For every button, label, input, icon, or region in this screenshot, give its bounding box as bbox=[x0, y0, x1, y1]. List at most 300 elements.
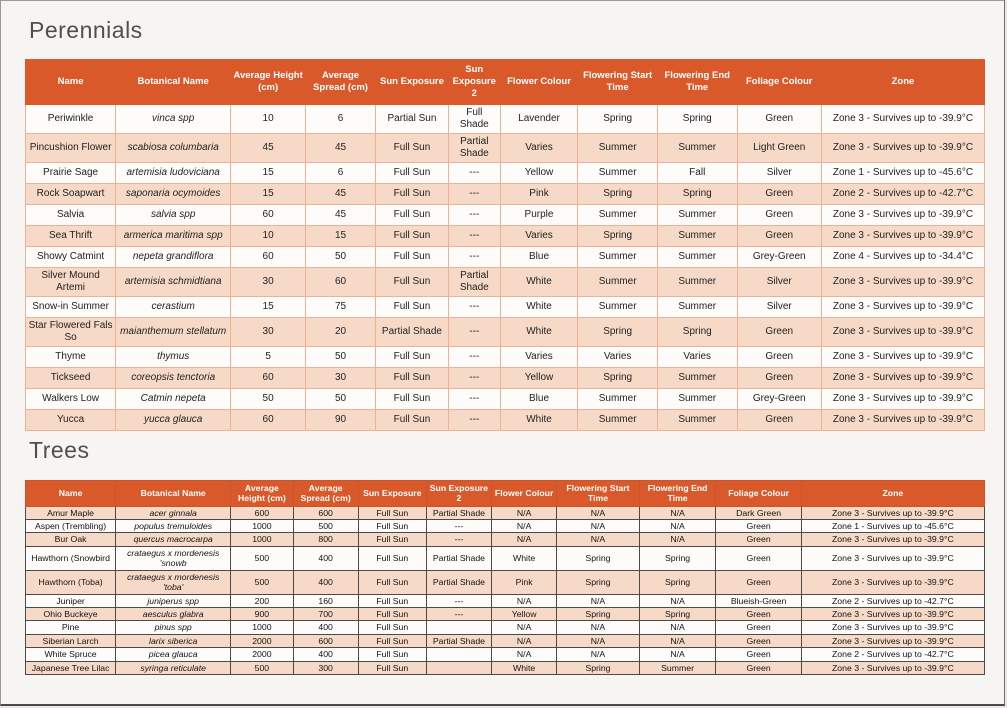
table-cell: Summer bbox=[578, 162, 658, 183]
column-header: Botanical Name bbox=[116, 60, 231, 105]
table-cell: --- bbox=[448, 246, 500, 267]
table-cell: Varies bbox=[578, 346, 658, 367]
table-cell: --- bbox=[448, 409, 500, 430]
table-cell: Blueish-Green bbox=[716, 594, 801, 607]
table-cell: Green bbox=[737, 346, 821, 367]
table-cell: 10 bbox=[231, 225, 306, 246]
table-cell: Catmin nepeta bbox=[116, 388, 231, 409]
table-cell: Green bbox=[716, 621, 801, 634]
table-row bbox=[26, 506, 985, 519]
table-cell: Spring bbox=[657, 104, 737, 133]
table-cell: 2000 bbox=[231, 648, 293, 661]
table-cell bbox=[426, 661, 491, 674]
table-cell: White bbox=[500, 267, 578, 296]
table-cell: Full Sun bbox=[358, 506, 426, 519]
table-cell: Zone 3 - Survives up to -39.9°C bbox=[801, 506, 984, 519]
table-cell: Green bbox=[737, 183, 821, 204]
table-cell: Spring bbox=[557, 661, 639, 674]
table-cell: 5 bbox=[231, 346, 306, 367]
table-cell: 500 bbox=[231, 546, 293, 570]
table-cell: nepeta grandiflora bbox=[116, 246, 231, 267]
column-header: Sun Exposure 2 bbox=[448, 60, 500, 105]
table-cell: Spring bbox=[557, 608, 639, 621]
plant-name-cell: Hawthorn (Snowbird bbox=[26, 546, 116, 570]
table-cell: Green bbox=[737, 409, 821, 430]
table-cell: 15 bbox=[231, 162, 306, 183]
table-row bbox=[26, 533, 985, 546]
table-cell: Summer bbox=[578, 296, 658, 317]
table-cell: Full Sun bbox=[376, 183, 449, 204]
table-cell: Summer bbox=[578, 388, 658, 409]
table-cell: 700 bbox=[293, 608, 358, 621]
column-header: Flowering End Time bbox=[657, 60, 737, 105]
table-cell: 1000 bbox=[231, 621, 293, 634]
table-cell: Varies bbox=[657, 346, 737, 367]
table-row bbox=[26, 608, 985, 621]
table-cell: --- bbox=[448, 204, 500, 225]
table-cell: 60 bbox=[231, 204, 306, 225]
table-cell: Yellow bbox=[492, 608, 557, 621]
table-cell: White bbox=[500, 409, 578, 430]
table-cell: N/A bbox=[557, 621, 639, 634]
column-header: Name bbox=[26, 60, 116, 105]
plant-name-cell: Sea Thrift bbox=[26, 225, 116, 246]
table-cell: Partial Shade bbox=[426, 546, 491, 570]
table-cell: 300 bbox=[293, 661, 358, 674]
table-cell: --- bbox=[426, 608, 491, 621]
table-cell: Summer bbox=[657, 204, 737, 225]
table-cell: 600 bbox=[293, 506, 358, 519]
table-cell: N/A bbox=[492, 648, 557, 661]
table-cell: N/A bbox=[492, 506, 557, 519]
table-cell: Pink bbox=[492, 570, 557, 594]
plant-name-cell: Salvia bbox=[26, 204, 116, 225]
table-cell: Zone 3 - Survives up to -39.9°C bbox=[821, 296, 984, 317]
column-header: Name bbox=[26, 480, 116, 506]
table-cell: Zone 3 - Survives up to -39.9°C bbox=[801, 608, 984, 621]
table-cell: Summer bbox=[578, 133, 658, 162]
table-cell: Zone 3 - Survives up to -39.9°C bbox=[801, 634, 984, 647]
table-cell: 15 bbox=[231, 183, 306, 204]
table-cell: Silver bbox=[737, 162, 821, 183]
table-cell: Varies bbox=[500, 133, 578, 162]
table-cell: N/A bbox=[557, 594, 639, 607]
table-cell bbox=[426, 621, 491, 634]
table-cell: Full Sun bbox=[376, 246, 449, 267]
table-cell: Zone 3 - Survives up to -39.9°C bbox=[801, 533, 984, 546]
table-row bbox=[26, 204, 985, 225]
table-cell: Silver bbox=[737, 296, 821, 317]
table-cell: 50 bbox=[306, 388, 376, 409]
table-cell: Dark Green bbox=[716, 506, 801, 519]
plant-name-cell: Japanese Tree Lilac bbox=[26, 661, 116, 674]
column-header: Flowering Start Time bbox=[578, 60, 658, 105]
table-cell: --- bbox=[448, 183, 500, 204]
perennials-table bbox=[25, 59, 985, 431]
column-header: Average Height (cm) bbox=[231, 480, 293, 506]
table-cell: artemisia ludoviciana bbox=[116, 162, 231, 183]
table-row bbox=[26, 183, 985, 204]
table-cell: 45 bbox=[306, 204, 376, 225]
table-cell: N/A bbox=[492, 594, 557, 607]
table-cell: 60 bbox=[231, 409, 306, 430]
table-row bbox=[26, 162, 985, 183]
column-header: Average Spread (cm) bbox=[293, 480, 358, 506]
plant-name-cell: Tickseed bbox=[26, 367, 116, 388]
table-cell: Zone 3 - Survives up to -39.9°C bbox=[821, 104, 984, 133]
table-cell: Yellow bbox=[500, 162, 578, 183]
table-cell: picea glauca bbox=[116, 648, 231, 661]
plant-name-cell: Yucca bbox=[26, 409, 116, 430]
table-cell bbox=[426, 648, 491, 661]
table-cell: 20 bbox=[306, 317, 376, 346]
table-cell: Blue bbox=[500, 388, 578, 409]
table-cell: Zone 3 - Survives up to -39.9°C bbox=[821, 267, 984, 296]
plant-name-cell: Pine bbox=[26, 621, 116, 634]
table-cell: Spring bbox=[578, 183, 658, 204]
table-cell: Spring bbox=[657, 317, 737, 346]
table-cell: Full Sun bbox=[358, 533, 426, 546]
table-cell: Zone 3 - Survives up to -39.9°C bbox=[821, 225, 984, 246]
table-cell: 15 bbox=[231, 296, 306, 317]
table-cell: Summer bbox=[578, 246, 658, 267]
table-cell: salvia spp bbox=[116, 204, 231, 225]
table-cell: Zone 3 - Survives up to -39.9°C bbox=[801, 570, 984, 594]
table-cell: populus tremuloides bbox=[116, 519, 231, 532]
table-row bbox=[26, 346, 985, 367]
table-row bbox=[26, 267, 985, 296]
table-cell: Blue bbox=[500, 246, 578, 267]
table-cell: 45 bbox=[231, 133, 306, 162]
table-cell: Summer bbox=[657, 409, 737, 430]
table-cell: syringa reticulate bbox=[116, 661, 231, 674]
plant-name-cell: Siberian Larch bbox=[26, 634, 116, 647]
table-cell: N/A bbox=[639, 519, 716, 532]
table-cell: Summer bbox=[657, 246, 737, 267]
table-cell: 900 bbox=[231, 608, 293, 621]
table-cell: Zone 3 - Survives up to -39.9°C bbox=[821, 409, 984, 430]
column-header: Botanical Name bbox=[116, 480, 231, 506]
column-header: Flower Colour bbox=[492, 480, 557, 506]
table-cell: 30 bbox=[231, 267, 306, 296]
table-cell: acer ginnala bbox=[116, 506, 231, 519]
table-row bbox=[26, 225, 985, 246]
table-cell: Summer bbox=[639, 661, 716, 674]
table-cell: Spring bbox=[557, 570, 639, 594]
table-row bbox=[26, 570, 985, 594]
table-cell: --- bbox=[448, 162, 500, 183]
plant-name-cell: Walkers Low bbox=[26, 388, 116, 409]
table-cell: Zone 2 - Survives up to -42.7°C bbox=[801, 594, 984, 607]
table-cell: --- bbox=[448, 367, 500, 388]
table-cell: Spring bbox=[578, 317, 658, 346]
column-header: Foliage Colour bbox=[737, 60, 821, 105]
table-row bbox=[26, 621, 985, 634]
table-cell: N/A bbox=[639, 621, 716, 634]
table-cell: 60 bbox=[306, 267, 376, 296]
table-cell: White bbox=[500, 296, 578, 317]
plant-name-cell: Thyme bbox=[26, 346, 116, 367]
table-row bbox=[26, 104, 985, 133]
plant-name-cell: Silver Mound Artemi bbox=[26, 267, 116, 296]
table-cell: Green bbox=[716, 519, 801, 532]
table-cell: Summer bbox=[657, 367, 737, 388]
table-cell: 50 bbox=[231, 388, 306, 409]
table-cell: Green bbox=[716, 634, 801, 647]
table-row bbox=[26, 367, 985, 388]
perennials-title: Perennials bbox=[29, 17, 143, 43]
table-cell: N/A bbox=[639, 533, 716, 546]
table-cell: 200 bbox=[231, 594, 293, 607]
table-cell: 400 bbox=[293, 621, 358, 634]
table-cell: coreopsis tenctoria bbox=[116, 367, 231, 388]
plant-name-cell: Star Flowered Fals So bbox=[26, 317, 116, 346]
table-cell: 6 bbox=[306, 104, 376, 133]
plant-name-cell: Ohio Buckeye bbox=[26, 608, 116, 621]
table-cell: 6 bbox=[306, 162, 376, 183]
table-cell: Partial Shade bbox=[426, 634, 491, 647]
table-cell: Zone 3 - Survives up to -39.9°C bbox=[821, 346, 984, 367]
table-cell: Summer bbox=[657, 388, 737, 409]
table-cell: Lavender bbox=[500, 104, 578, 133]
table-cell: 2000 bbox=[231, 634, 293, 647]
table-cell: 75 bbox=[306, 296, 376, 317]
table-cell: 500 bbox=[293, 519, 358, 532]
table-row bbox=[26, 409, 985, 430]
plant-name-cell: Amur Maple bbox=[26, 506, 116, 519]
table-cell: Partial Shade bbox=[448, 267, 500, 296]
table-cell: N/A bbox=[557, 506, 639, 519]
plant-name-cell: Aspen (Trembling) bbox=[26, 519, 116, 532]
plant-name-cell: Periwinkle bbox=[26, 104, 116, 133]
table-cell: 30 bbox=[306, 367, 376, 388]
table-cell: 400 bbox=[293, 648, 358, 661]
table-cell: N/A bbox=[492, 621, 557, 634]
plant-name-cell: Bur Oak bbox=[26, 533, 116, 546]
table-cell: pinus spp bbox=[116, 621, 231, 634]
table-cell: juniperus spp bbox=[116, 594, 231, 607]
table-cell: crataegus x mordenesis 'toba' bbox=[116, 570, 231, 594]
table-row bbox=[26, 317, 985, 346]
table-cell: White bbox=[492, 661, 557, 674]
table-cell: Green bbox=[716, 648, 801, 661]
table-cell: Zone 2 - Survives up to -42.7°C bbox=[821, 183, 984, 204]
table-cell: Green bbox=[716, 661, 801, 674]
table-cell: Full Sun bbox=[358, 519, 426, 532]
table-cell: scabiosa columbaria bbox=[116, 133, 231, 162]
table-cell: --- bbox=[448, 317, 500, 346]
table-cell: larix siberica bbox=[116, 634, 231, 647]
table-cell: Zone 3 - Survives up to -39.9°C bbox=[821, 367, 984, 388]
table-cell: Full Sun bbox=[358, 546, 426, 570]
table-row bbox=[26, 648, 985, 661]
column-header: Zone bbox=[801, 480, 984, 506]
table-cell: --- bbox=[448, 346, 500, 367]
table-cell: Full Sun bbox=[358, 648, 426, 661]
table-cell: 45 bbox=[306, 183, 376, 204]
table-cell: --- bbox=[426, 533, 491, 546]
table-cell: Green bbox=[716, 533, 801, 546]
trees-table bbox=[25, 480, 985, 676]
table-cell: 1000 bbox=[231, 533, 293, 546]
table-cell: Partial Shade bbox=[426, 570, 491, 594]
table-row bbox=[26, 133, 985, 162]
table-cell: Full Sun bbox=[376, 267, 449, 296]
table-cell: Full Sun bbox=[376, 409, 449, 430]
plant-name-cell: Prairie Sage bbox=[26, 162, 116, 183]
table-cell: Full Sun bbox=[358, 594, 426, 607]
table-cell: 500 bbox=[231, 661, 293, 674]
column-header: Flowering End Time bbox=[639, 480, 716, 506]
table-cell: Green bbox=[716, 546, 801, 570]
table-cell: Partial Sun bbox=[376, 104, 449, 133]
table-cell: Zone 2 - Survives up to -42.7°C bbox=[801, 648, 984, 661]
table-cell: Full Shade bbox=[448, 104, 500, 133]
table-cell: Full Sun bbox=[358, 661, 426, 674]
table-cell: saponaria ocymoides bbox=[116, 183, 231, 204]
table-row bbox=[26, 546, 985, 570]
table-cell: Grey-Green bbox=[737, 388, 821, 409]
table-cell: Light Green bbox=[737, 133, 821, 162]
table-cell: Fall bbox=[657, 162, 737, 183]
column-header: Foliage Colour bbox=[716, 480, 801, 506]
table-cell: --- bbox=[448, 388, 500, 409]
table-cell: armerica maritima spp bbox=[116, 225, 231, 246]
table-cell: Spring bbox=[578, 367, 658, 388]
plant-name-cell: Snow-in Summer bbox=[26, 296, 116, 317]
table-row bbox=[26, 519, 985, 532]
table-cell: 60 bbox=[231, 246, 306, 267]
table-cell: thymus bbox=[116, 346, 231, 367]
table-cell: N/A bbox=[557, 519, 639, 532]
table-cell: Zone 1 - Survives up to -45.6°C bbox=[801, 519, 984, 532]
table-cell: Full Sun bbox=[376, 388, 449, 409]
table-cell: N/A bbox=[639, 648, 716, 661]
table-cell: Zone 4 - Survives up to -34.4°C bbox=[821, 246, 984, 267]
table-row bbox=[26, 296, 985, 317]
table-cell: 10 bbox=[231, 104, 306, 133]
column-header: Flowering Start Time bbox=[557, 480, 639, 506]
plant-name-cell: White Spruce bbox=[26, 648, 116, 661]
table-row bbox=[26, 388, 985, 409]
trees-title: Trees bbox=[29, 436, 90, 463]
table-cell: Full Sun bbox=[358, 621, 426, 634]
plant-name-cell: Hawthorn (Toba) bbox=[26, 570, 116, 594]
table-cell: --- bbox=[448, 225, 500, 246]
table-cell: Full Sun bbox=[376, 162, 449, 183]
table-cell: Summer bbox=[657, 225, 737, 246]
table-cell: Partial Shade bbox=[376, 317, 449, 346]
header-row bbox=[26, 480, 985, 506]
table-cell: Summer bbox=[657, 133, 737, 162]
table-cell: 800 bbox=[293, 533, 358, 546]
table-cell: Zone 1 - Survives up to -45.6°C bbox=[821, 162, 984, 183]
table-cell: Yellow bbox=[500, 367, 578, 388]
table-cell: Full Sun bbox=[376, 296, 449, 317]
table-cell: Spring bbox=[639, 546, 716, 570]
table-cell: 160 bbox=[293, 594, 358, 607]
table-cell: aesculus glabra bbox=[116, 608, 231, 621]
table-cell: N/A bbox=[492, 533, 557, 546]
table-cell: Purple bbox=[500, 204, 578, 225]
table-cell: Partial Shade bbox=[448, 133, 500, 162]
table-cell: Green bbox=[737, 104, 821, 133]
table-cell: 600 bbox=[231, 506, 293, 519]
table-cell: Zone 3 - Survives up to -39.9°C bbox=[821, 388, 984, 409]
column-header: Zone bbox=[821, 60, 984, 105]
table-cell: Spring bbox=[557, 546, 639, 570]
header-row bbox=[26, 60, 985, 105]
table-cell: 30 bbox=[231, 317, 306, 346]
table-row bbox=[26, 246, 985, 267]
table-cell: Spring bbox=[578, 225, 658, 246]
table-cell: artemisia schmidtiana bbox=[116, 267, 231, 296]
table-cell: N/A bbox=[639, 506, 716, 519]
table-cell: Zone 3 - Survives up to -39.9°C bbox=[801, 621, 984, 634]
table-cell: N/A bbox=[557, 648, 639, 661]
table-cell: 50 bbox=[306, 346, 376, 367]
table-cell: Zone 3 - Survives up to -39.9°C bbox=[821, 133, 984, 162]
table-cell: N/A bbox=[492, 519, 557, 532]
table-cell: Summer bbox=[578, 409, 658, 430]
table-cell: Full Sun bbox=[376, 225, 449, 246]
table-cell: Zone 3 - Survives up to -39.9°C bbox=[801, 546, 984, 570]
table-cell: White bbox=[492, 546, 557, 570]
table-cell: N/A bbox=[557, 533, 639, 546]
table-cell: Full Sun bbox=[358, 608, 426, 621]
table-cell: N/A bbox=[639, 634, 716, 647]
table-cell: Silver bbox=[737, 267, 821, 296]
table-cell: Full Sun bbox=[358, 634, 426, 647]
table-cell: Full Sun bbox=[376, 204, 449, 225]
table-cell: vinca spp bbox=[116, 104, 231, 133]
table-cell: Green bbox=[716, 608, 801, 621]
table-cell: 600 bbox=[293, 634, 358, 647]
table-cell: quercus macrocarpa bbox=[116, 533, 231, 546]
column-header: Sun Exposure 2 bbox=[426, 480, 491, 506]
table-cell: 1000 bbox=[231, 519, 293, 532]
table-cell: Full Sun bbox=[376, 367, 449, 388]
table-cell: --- bbox=[448, 296, 500, 317]
table-cell: Summer bbox=[578, 204, 658, 225]
table-cell: 15 bbox=[306, 225, 376, 246]
table-cell: 400 bbox=[293, 570, 358, 594]
table-cell: Partial Shade bbox=[426, 506, 491, 519]
table-cell: cerastium bbox=[116, 296, 231, 317]
table-cell: N/A bbox=[639, 594, 716, 607]
table-row bbox=[26, 634, 985, 647]
table-cell: Zone 3 - Survives up to -39.9°C bbox=[821, 204, 984, 225]
table-cell: Full Sun bbox=[358, 570, 426, 594]
table-cell: Grey-Green bbox=[737, 246, 821, 267]
table-cell: 90 bbox=[306, 409, 376, 430]
table-cell: Full Sun bbox=[376, 133, 449, 162]
column-header: Average Height (cm) bbox=[231, 60, 306, 105]
table-cell: Green bbox=[737, 367, 821, 388]
plant-name-cell: Showy Catmint bbox=[26, 246, 116, 267]
plant-name-cell: Rock Soapwart bbox=[26, 183, 116, 204]
table-cell: 400 bbox=[293, 546, 358, 570]
table-cell: --- bbox=[426, 594, 491, 607]
table-cell: --- bbox=[426, 519, 491, 532]
table-cell: Green bbox=[737, 225, 821, 246]
table-cell: Green bbox=[737, 317, 821, 346]
table-cell: Summer bbox=[578, 267, 658, 296]
table-cell: Varies bbox=[500, 225, 578, 246]
table-cell: Green bbox=[737, 204, 821, 225]
table-cell: maianthemum stellatum bbox=[116, 317, 231, 346]
table-cell: Summer bbox=[657, 267, 737, 296]
